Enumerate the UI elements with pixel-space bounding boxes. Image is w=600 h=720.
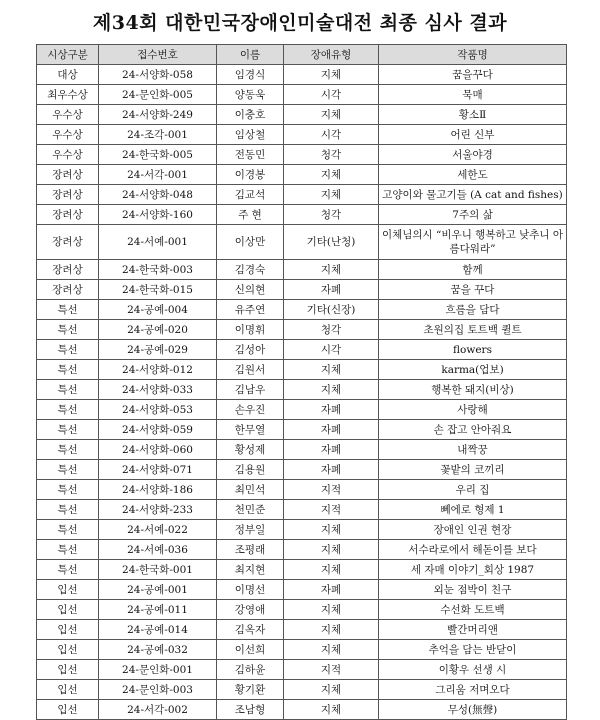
page-title: 제34회 대한민국장애인미술대전 최종 심사 결과 bbox=[92, 12, 508, 34]
cell-artwork-title: 수선화 도트백 bbox=[379, 600, 567, 620]
cell-award: 최우수상 bbox=[37, 85, 99, 105]
cell-artwork-title: 이체님의시 “비우니 행복하고 낮추니 아름다워라” bbox=[379, 225, 567, 260]
cell-award: 우수상 bbox=[37, 145, 99, 165]
cell-artwork-title: 묵매 bbox=[379, 85, 567, 105]
cell-artwork-title: 사랑해 bbox=[379, 400, 567, 420]
cell-award: 대상 bbox=[37, 65, 99, 85]
table-row bbox=[37, 225, 567, 260]
cell-name: 강영애 bbox=[217, 600, 284, 620]
cell-disability-type: 기타(난청) bbox=[284, 225, 379, 260]
cell-disability-type: 자폐 bbox=[284, 420, 379, 440]
cell-disability-type: 청각 bbox=[284, 145, 379, 165]
cell-name: 양동욱 bbox=[217, 85, 284, 105]
table-row bbox=[37, 65, 567, 85]
cell-entry-number: 24-서양화-186 bbox=[99, 480, 217, 500]
cell-artwork-title: 손 잡고 안아줘요 bbox=[379, 420, 567, 440]
table-row bbox=[37, 85, 567, 105]
table-row bbox=[37, 620, 567, 640]
cell-artwork-title: 빨간머리앤 bbox=[379, 620, 567, 640]
table-row bbox=[37, 440, 567, 460]
cell-entry-number: 24-서각-001 bbox=[99, 165, 217, 185]
cell-disability-type: 자폐 bbox=[284, 280, 379, 300]
table-row bbox=[37, 340, 567, 360]
cell-entry-number: 24-한국화-001 bbox=[99, 560, 217, 580]
table-row bbox=[37, 125, 567, 145]
table-row bbox=[37, 205, 567, 225]
table-row bbox=[37, 300, 567, 320]
cell-award: 입선 bbox=[37, 620, 99, 640]
cell-award: 입선 bbox=[37, 660, 99, 680]
table-row bbox=[37, 540, 567, 560]
cell-entry-number: 24-한국화-015 bbox=[99, 280, 217, 300]
cell-award: 특선 bbox=[37, 360, 99, 380]
cell-award: 입선 bbox=[37, 600, 99, 620]
cell-name: 이명선 bbox=[217, 580, 284, 600]
cell-entry-number: 24-서양화-249 bbox=[99, 105, 217, 125]
cell-entry-number: 24-조각-001 bbox=[99, 125, 217, 145]
cell-name: 신의현 bbox=[217, 280, 284, 300]
cell-artwork-title: 고양이와 물고기들 (A cat and fishes) bbox=[379, 185, 567, 205]
cell-artwork-title: 이황우 선생 시 bbox=[379, 660, 567, 680]
cell-name: 주 현 bbox=[217, 205, 284, 225]
cell-disability-type: 지체 bbox=[284, 65, 379, 85]
cell-award: 우수상 bbox=[37, 125, 99, 145]
table-row bbox=[37, 560, 567, 580]
cell-entry-number: 24-서양화-233 bbox=[99, 500, 217, 520]
cell-disability-type: 지체 bbox=[284, 380, 379, 400]
table-row bbox=[37, 460, 567, 480]
table-row bbox=[37, 145, 567, 165]
cell-award: 특선 bbox=[37, 540, 99, 560]
table-row bbox=[37, 640, 567, 660]
cell-entry-number: 24-서양화-071 bbox=[99, 460, 217, 480]
cell-award: 특선 bbox=[37, 320, 99, 340]
cell-artwork-title: 행복한 돼지(비상) bbox=[379, 380, 567, 400]
cell-disability-type: 자폐 bbox=[284, 460, 379, 480]
cell-name: 유주연 bbox=[217, 300, 284, 320]
cell-artwork-title: 무성(無聲) bbox=[379, 700, 567, 720]
cell-disability-type: 청각 bbox=[284, 205, 379, 225]
cell-disability-type: 지체 bbox=[284, 680, 379, 700]
cell-entry-number: 24-공예-011 bbox=[99, 600, 217, 620]
cell-name: 황성제 bbox=[217, 440, 284, 460]
cell-award: 특선 bbox=[37, 480, 99, 500]
cell-disability-type: 지체 bbox=[284, 260, 379, 280]
cell-name: 김하윤 bbox=[217, 660, 284, 680]
cell-artwork-title: 장애인 인권 현장 bbox=[379, 520, 567, 540]
cell-award: 특선 bbox=[37, 460, 99, 480]
cell-name: 조남형 bbox=[217, 700, 284, 720]
cell-artwork-title: 내짝꿍 bbox=[379, 440, 567, 460]
results-table bbox=[36, 44, 567, 720]
cell-artwork-title: 세 자매 이야기_회상 1987 bbox=[379, 560, 567, 580]
cell-award: 특선 bbox=[37, 380, 99, 400]
table-row bbox=[37, 105, 567, 125]
cell-entry-number: 24-서양화-048 bbox=[99, 185, 217, 205]
cell-entry-number: 24-서예-001 bbox=[99, 225, 217, 260]
cell-disability-type: 시각 bbox=[284, 340, 379, 360]
cell-artwork-title: 서울야경 bbox=[379, 145, 567, 165]
cell-disability-type: 청각 bbox=[284, 320, 379, 340]
cell-disability-type: 지체 bbox=[284, 640, 379, 660]
table-row bbox=[37, 580, 567, 600]
cell-artwork-title: 흐름을 담다 bbox=[379, 300, 567, 320]
cell-artwork-title: 우리 집 bbox=[379, 480, 567, 500]
table-row bbox=[37, 700, 567, 720]
cell-name: 천민준 bbox=[217, 500, 284, 520]
cell-award: 특선 bbox=[37, 420, 99, 440]
cell-disability-type: 지적 bbox=[284, 480, 379, 500]
cell-name: 김원서 bbox=[217, 360, 284, 380]
cell-entry-number: 24-문인화-005 bbox=[99, 85, 217, 105]
table-row bbox=[37, 500, 567, 520]
cell-name: 임경식 bbox=[217, 65, 284, 85]
cell-disability-type: 지체 bbox=[284, 600, 379, 620]
table-row bbox=[37, 360, 567, 380]
cell-artwork-title: 꿈을 꾸다 bbox=[379, 280, 567, 300]
cell-entry-number: 24-서양화-058 bbox=[99, 65, 217, 85]
cell-name: 정부일 bbox=[217, 520, 284, 540]
cell-name: 김용원 bbox=[217, 460, 284, 480]
cell-award: 입선 bbox=[37, 680, 99, 700]
cell-disability-type: 지체 bbox=[284, 185, 379, 205]
cell-award: 입선 bbox=[37, 700, 99, 720]
table-row bbox=[37, 320, 567, 340]
cell-entry-number: 24-공예-001 bbox=[99, 580, 217, 600]
table-row bbox=[37, 400, 567, 420]
cell-disability-type: 지적 bbox=[284, 500, 379, 520]
cell-award: 우수상 bbox=[37, 105, 99, 125]
cell-disability-type: 자폐 bbox=[284, 400, 379, 420]
cell-entry-number: 24-문인화-003 bbox=[99, 680, 217, 700]
cell-award: 특선 bbox=[37, 300, 99, 320]
table-row bbox=[37, 380, 567, 400]
table-row bbox=[37, 165, 567, 185]
cell-entry-number: 24-서예-022 bbox=[99, 520, 217, 540]
cell-disability-type: 시각 bbox=[284, 85, 379, 105]
cell-award: 특선 bbox=[37, 520, 99, 540]
cell-award: 입선 bbox=[37, 580, 99, 600]
cell-entry-number: 24-공예-032 bbox=[99, 640, 217, 660]
cell-award: 특선 bbox=[37, 400, 99, 420]
cell-disability-type: 지체 bbox=[284, 360, 379, 380]
header-name: 이름 bbox=[217, 45, 284, 65]
cell-award: 장려상 bbox=[37, 225, 99, 260]
cell-name: 김옥자 bbox=[217, 620, 284, 640]
cell-artwork-title: flowers bbox=[379, 340, 567, 360]
cell-disability-type: 지체 bbox=[284, 165, 379, 185]
table-row bbox=[37, 600, 567, 620]
cell-entry-number: 24-서예-036 bbox=[99, 540, 217, 560]
cell-award: 특선 bbox=[37, 560, 99, 580]
cell-name: 김경숙 bbox=[217, 260, 284, 280]
cell-disability-type: 시각 bbox=[284, 125, 379, 145]
cell-name: 김성아 bbox=[217, 340, 284, 360]
cell-entry-number: 24-서양화-053 bbox=[99, 400, 217, 420]
cell-name: 이경봉 bbox=[217, 165, 284, 185]
cell-entry-number: 24-한국화-005 bbox=[99, 145, 217, 165]
cell-entry-number: 24-한국화-003 bbox=[99, 260, 217, 280]
cell-artwork-title: 추억을 담는 반닫이 bbox=[379, 640, 567, 660]
cell-disability-type: 지체 bbox=[284, 560, 379, 580]
cell-name: 임상철 bbox=[217, 125, 284, 145]
header-artwork-title: 작품명 bbox=[379, 45, 567, 65]
cell-entry-number: 24-공예-029 bbox=[99, 340, 217, 360]
table-row bbox=[37, 420, 567, 440]
cell-artwork-title: 꽃밭의 코끼리 bbox=[379, 460, 567, 480]
cell-disability-type: 기타(신장) bbox=[284, 300, 379, 320]
cell-artwork-title: 함께 bbox=[379, 260, 567, 280]
cell-entry-number: 24-서각-002 bbox=[99, 700, 217, 720]
cell-award: 특선 bbox=[37, 340, 99, 360]
cell-entry-number: 24-공예-014 bbox=[99, 620, 217, 640]
header-award: 시상구분 bbox=[37, 45, 99, 65]
table-row bbox=[37, 520, 567, 540]
cell-name: 이명휘 bbox=[217, 320, 284, 340]
cell-artwork-title: 어린 신부 bbox=[379, 125, 567, 145]
cell-entry-number: 24-문인화-001 bbox=[99, 660, 217, 680]
cell-disability-type: 지체 bbox=[284, 105, 379, 125]
cell-award: 장려상 bbox=[37, 205, 99, 225]
header-disability-type: 장애유형 bbox=[284, 45, 379, 65]
cell-entry-number: 24-서양화-060 bbox=[99, 440, 217, 460]
cell-artwork-title: 그리움 저며오다 bbox=[379, 680, 567, 700]
table-row bbox=[37, 280, 567, 300]
cell-artwork-title: 꿈을꾸다 bbox=[379, 65, 567, 85]
cell-award: 장려상 bbox=[37, 280, 99, 300]
cell-artwork-title: 외눈 점박이 친구 bbox=[379, 580, 567, 600]
cell-artwork-title: 뻬에로 형제 1 bbox=[379, 500, 567, 520]
cell-name: 황기환 bbox=[217, 680, 284, 700]
cell-award: 특선 bbox=[37, 500, 99, 520]
cell-disability-type: 자폐 bbox=[284, 580, 379, 600]
cell-artwork-title: 서수라로에서 해돋이를 보다 bbox=[379, 540, 567, 560]
cell-entry-number: 24-공예-020 bbox=[99, 320, 217, 340]
cell-name: 한무열 bbox=[217, 420, 284, 440]
cell-name: 이충호 bbox=[217, 105, 284, 125]
cell-entry-number: 24-서양화-160 bbox=[99, 205, 217, 225]
cell-award: 장려상 bbox=[37, 185, 99, 205]
cell-name: 최지현 bbox=[217, 560, 284, 580]
cell-disability-type: 지적 bbox=[284, 660, 379, 680]
cell-disability-type: 지체 bbox=[284, 520, 379, 540]
cell-artwork-title: 7주의 삶 bbox=[379, 205, 567, 225]
cell-award: 특선 bbox=[37, 440, 99, 460]
header-entry-number: 접수번호 bbox=[99, 45, 217, 65]
table-body bbox=[37, 65, 567, 720]
cell-entry-number: 24-공예-004 bbox=[99, 300, 217, 320]
cell-name: 전동민 bbox=[217, 145, 284, 165]
cell-artwork-title: 황소Ⅱ bbox=[379, 105, 567, 125]
cell-name: 이선희 bbox=[217, 640, 284, 660]
table-row bbox=[37, 480, 567, 500]
cell-award: 장려상 bbox=[37, 260, 99, 280]
cell-name: 김교석 bbox=[217, 185, 284, 205]
cell-name: 손우진 bbox=[217, 400, 284, 420]
table-row bbox=[37, 260, 567, 280]
cell-disability-type: 자폐 bbox=[284, 440, 379, 460]
cell-disability-type: 지체 bbox=[284, 540, 379, 560]
cell-artwork-title: karma(업보) bbox=[379, 360, 567, 380]
cell-name: 이상만 bbox=[217, 225, 284, 260]
cell-disability-type: 지체 bbox=[284, 700, 379, 720]
cell-artwork-title: 세한도 bbox=[379, 165, 567, 185]
cell-award: 장려상 bbox=[37, 165, 99, 185]
table-header-row bbox=[37, 45, 567, 65]
cell-name: 조평래 bbox=[217, 540, 284, 560]
cell-entry-number: 24-서양화-033 bbox=[99, 380, 217, 400]
cell-entry-number: 24-서양화-059 bbox=[99, 420, 217, 440]
cell-name: 최민석 bbox=[217, 480, 284, 500]
cell-award: 입선 bbox=[37, 640, 99, 660]
cell-name: 김남우 bbox=[217, 380, 284, 400]
table-row bbox=[37, 185, 567, 205]
cell-entry-number: 24-서양화-012 bbox=[99, 360, 217, 380]
table-row bbox=[37, 660, 567, 680]
cell-disability-type: 지체 bbox=[284, 620, 379, 640]
cell-artwork-title: 초원의집 토트백 퀼트 bbox=[379, 320, 567, 340]
